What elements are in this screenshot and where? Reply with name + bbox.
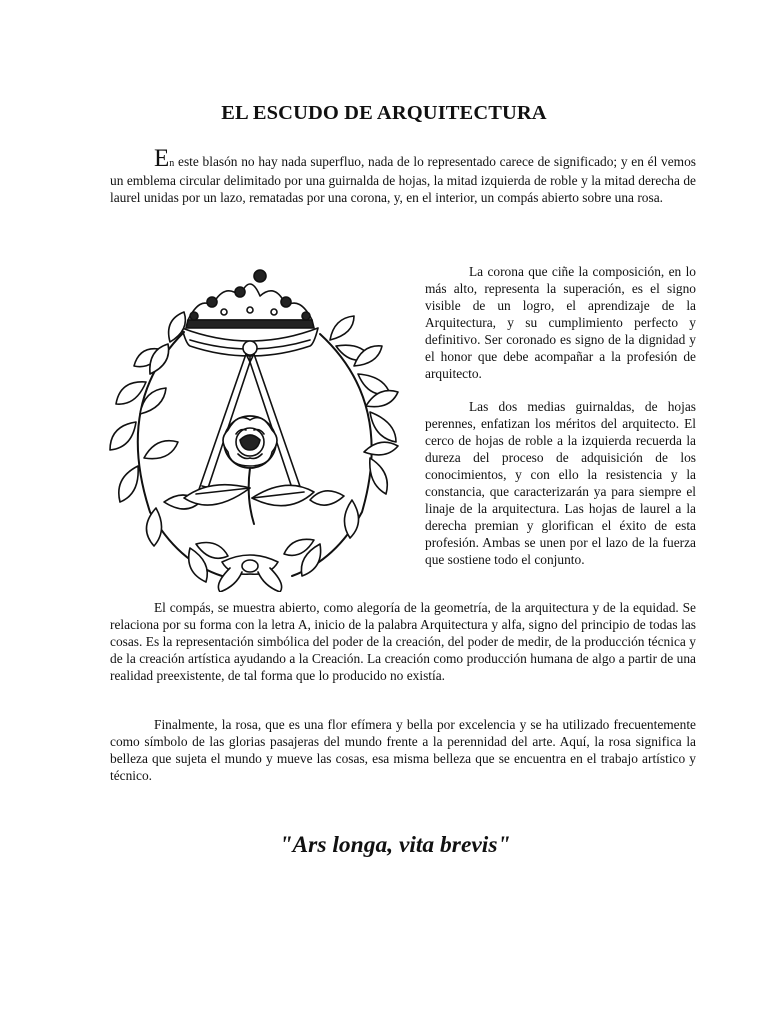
motto: "Ars longa, vita brevis" xyxy=(279,832,511,858)
intro-text: este blasón no hay nada superfluo, nada de lo representado carece de significado; y en él vemos un emblema circular delimitado por una guirnalda de hojas, la mitad izquierda de roble y la mitad derecha de laurel unidas por un lazo, rematadas por una corona, y, en el interior, un compás abierto sobre una rosa. xyxy=(110,154,696,205)
corona-paragraph xyxy=(425,263,696,382)
rosa-text: Finalmente, la rosa, que es una flor efímera y bella por excelencia y se ha utilizado frecuentemente como símbolo de las glorias pasajeras del mundo frente a la perennidad del arte. Aquí, la rosa significa la belleza que sujeta el mundo y mueve las cosas, esa misma belleza que se encuentra en el trabajo artístico y técnico. xyxy=(110,717,696,783)
guirnaldas-text: Las dos medias guirnaldas, de hojas perennes, enfatizan los méritos del arquitecto. El cerco de hojas de roble a la izquierda recuerda la dureza del proceso de adquisición de los conocimientos, y con ello la resistencia y la constancia, que caracterizarán ya para siempre el linaje de la arquitectura. Las hojas de laurel a la derecha premian y glorifican el éxito de esta profesión. Ambas se unen por el lazo de la fuerza que sostiene todo el conjunto. xyxy=(425,399,696,567)
compas-paragraph xyxy=(110,599,696,684)
drop-cap-tail: n xyxy=(169,158,175,169)
rosa-paragraph xyxy=(110,716,696,784)
corona-text: La corona que ciñe la composición, en lo más alto, representa la superación, es el signo visible de un logro, el aprendizaje de la Arquitectura, y su cumplimiento perfecto y definitivo. Ser coronado es signo de la dignidad y el honor que debe acompañar a la profesión de arquitecto. xyxy=(425,264,696,381)
ribbon-icon xyxy=(218,555,281,592)
laurel-garland-icon xyxy=(284,316,398,576)
oak-garland-icon xyxy=(110,312,228,582)
guirnaldas-paragraph xyxy=(425,398,696,568)
drop-cap: E xyxy=(154,145,170,172)
page-title: EL ESCUDO DE ARQUITECTURA xyxy=(221,102,547,124)
compas-text: El compás, se muestra abierto, como alegoría de la geometría, de la arquitectura y de la equidad. Se relaciona por su forma con la letra A, inicio de la palabra Arquitectura y alfa, signo del principio de todas las cosas. Es la representación simbólica del poder de la creación, del poder de medir, de la producción técnica y de la creación artística ayudando a la Creación. La creación como producción humana de algo a partir de una realidad preexistente, de tal forma que lo producido no existía. xyxy=(110,600,696,683)
intro-paragraph xyxy=(110,145,696,206)
architecture-emblem-icon xyxy=(100,262,410,592)
